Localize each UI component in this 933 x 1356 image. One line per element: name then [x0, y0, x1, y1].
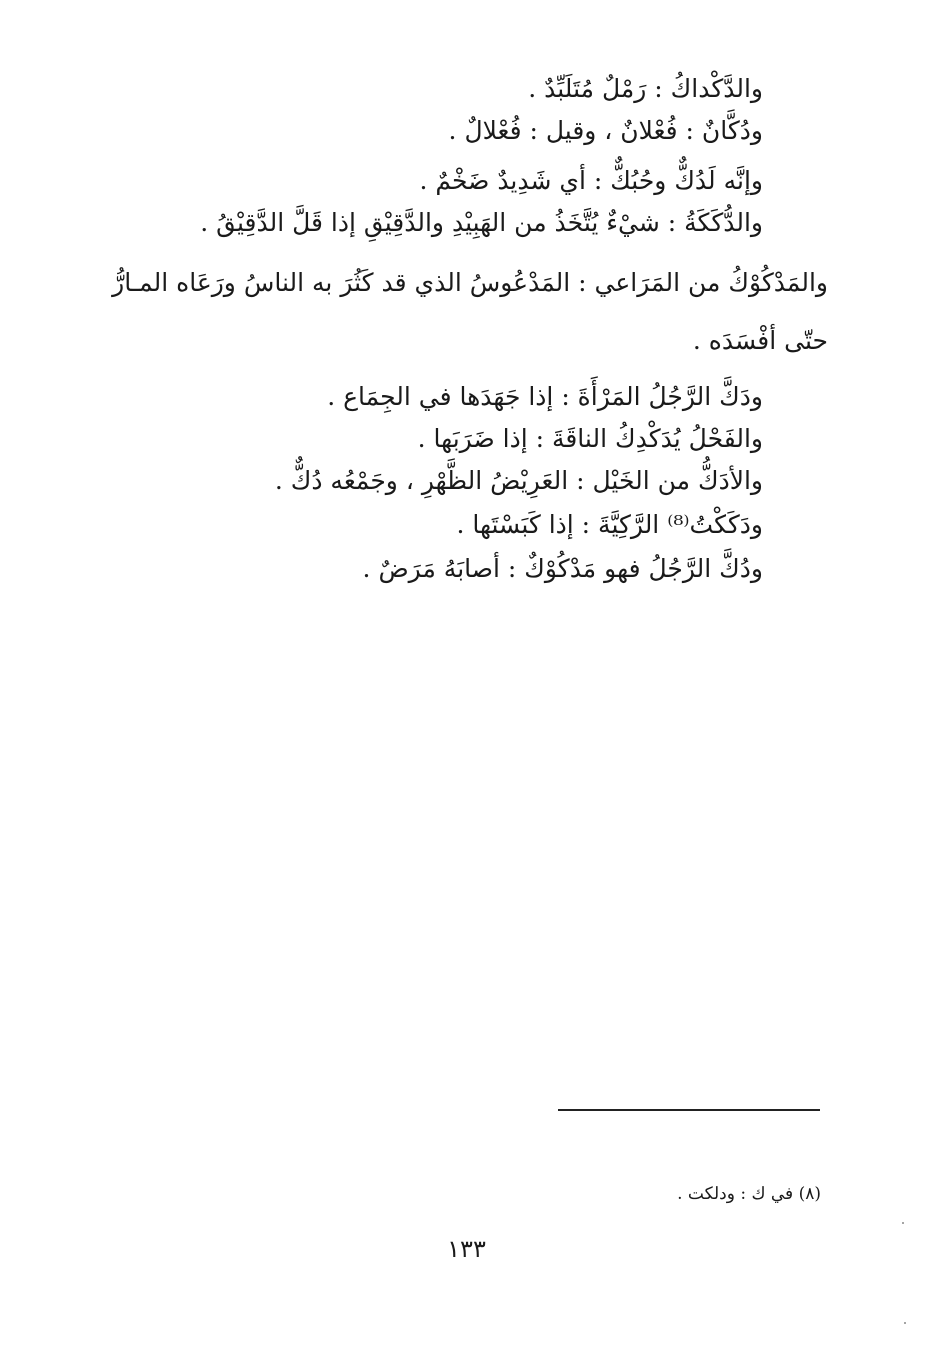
text-line-10: ودَكَكْتُ⁽⁸⁾ الرَّكِيَّةَ : إذا كَبَسْتَها .: [456, 510, 763, 539]
text-line-4: والدُّكَكَةُ : شيْءٌ يُتَّخَذُ من الهَبِيْدِ والدَّقِيْقِ إذا قَلَّ الدَّقِيْقُ .: [200, 208, 763, 237]
text-line-3: وإنَّه لَدُكٌّ وحُبُكٌّ : أي شَدِيدٌ ضَخْمٌ .: [419, 166, 763, 195]
text-line-8: والفَحْلُ يُدَكْدِكُ الناقَةَ : إذا ضَرَبَها .: [417, 424, 763, 453]
page-number: ١٣٣: [447, 1235, 486, 1263]
text-line-2: ودُكَّانٌ : فُعْلانٌ ، وقيل : فُعْلالٌ .: [448, 116, 763, 145]
scan-speck: [902, 1222, 904, 1224]
text-line-7: ودَكَّ الرَّجُلُ المَرْأَةَ : إذا جَهَدَها في الجِمَاع .: [327, 382, 763, 411]
text-line-5: والمَدْكُوْكُ من المَرَاعي : المَدْعُوسُ الذي قد كَثُرَ به الناسُ ورَعَاه المـارُّ: [112, 268, 828, 297]
scan-speck: [904, 1322, 906, 1324]
footnote: (٨) في ك : ودلكت .: [677, 1184, 821, 1204]
text-line-9: والأدَكُّ من الخَيْل : العَرِيْضُ الظَّهْرِ ، وجَمْعُه دُكٌّ .: [274, 466, 763, 495]
text-line-6: حتّى أفْسَدَه .: [692, 326, 828, 355]
footnote-divider: [558, 1109, 820, 1111]
text-line-11: ودُكَّ الرَّجُلُ فهو مَدْكُوْكٌ : أصابَهُ مَرَضٌ .: [362, 554, 763, 583]
text-line-1: والدَّكْداكُ : رَمْلٌ مُتَلَبِّدٌ .: [528, 74, 763, 103]
